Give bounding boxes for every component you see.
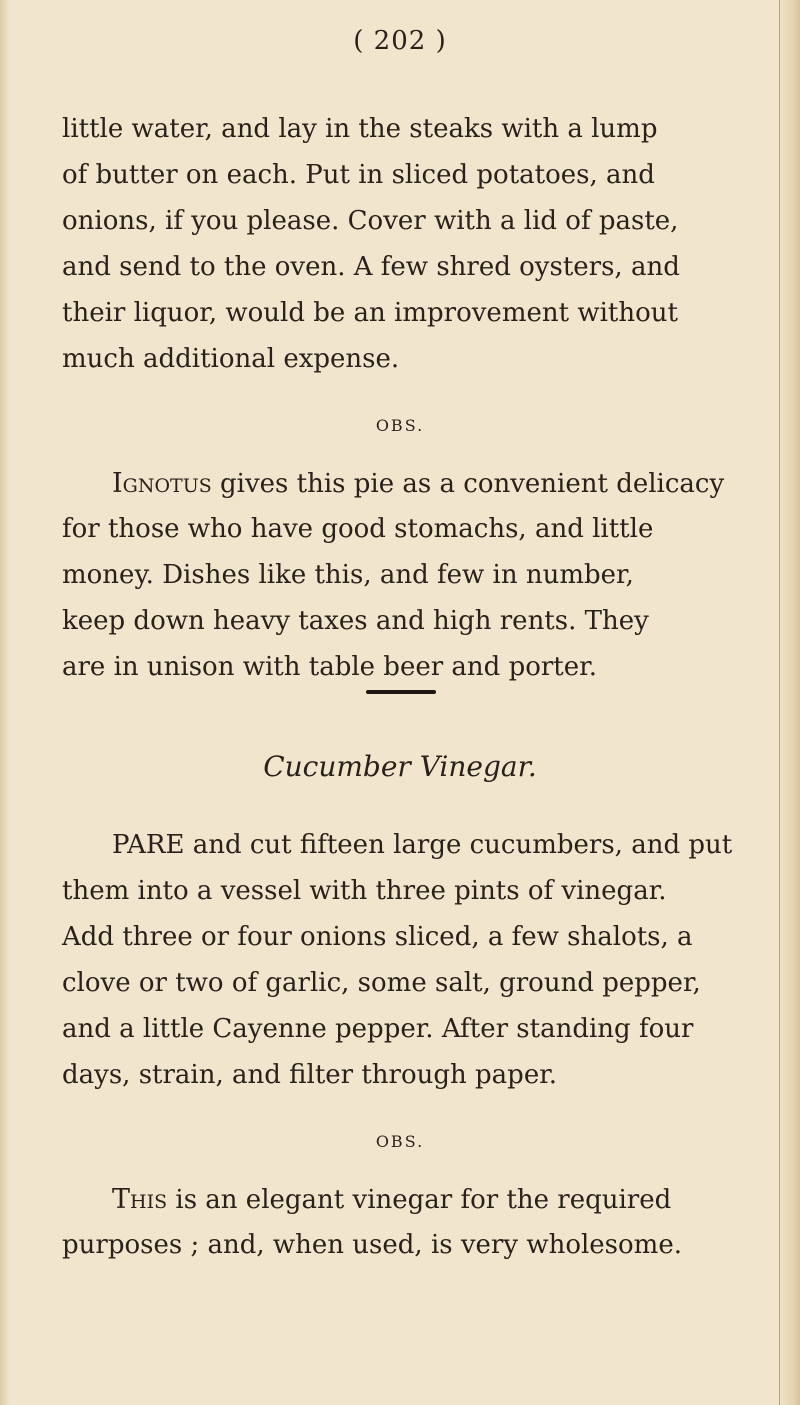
text-line: and send to the oven. A few shred oysters, and — [62, 252, 680, 282]
line-rest: is an elegant vinegar for the required — [167, 1185, 672, 1215]
text-line: much additional expense. — [62, 344, 400, 374]
text-line — [112, 470, 800, 497]
text-line: onions, if you please. Cover with a lid of paste, — [62, 206, 679, 236]
obs-label: OBS. — [375, 416, 425, 435]
lead-word: Ignotus — [112, 468, 212, 499]
line-rest: gives this pie as a convenient delicacy — [211, 469, 725, 499]
text-line: keep down heavy taxes and high rents. They — [62, 606, 649, 636]
text-line: for those who have good stomachs, and little — [62, 514, 654, 544]
text-line: are in unison with table beer and porter. — [62, 652, 597, 682]
text-line: days, strain, and filter through paper. — [62, 1060, 558, 1090]
text-line: Add three or four onions sliced, a few shalots, a — [62, 922, 693, 952]
lead-word: This — [112, 1184, 168, 1215]
text-line: them into a vessel with three pints of vinegar. — [62, 876, 667, 906]
obs-label: OBS. — [375, 1132, 425, 1151]
section-divider — [366, 690, 436, 694]
text-line: and a little Cayenne pepper. After standing four — [62, 1014, 694, 1044]
text-line: money. Dishes like this, and few in number, — [62, 560, 634, 590]
page-gutter-shadow — [0, 0, 10, 1405]
recipe-title: Cucumber Vinegar. — [263, 750, 537, 783]
page-number: ( 202 ) — [353, 26, 447, 56]
text-line: of butter on each. Put in sliced potatoes, and — [62, 160, 655, 190]
text-line: clove or two of garlic, some salt, ground pepper, — [62, 968, 701, 998]
text-line: little water, and lay in the steaks with a lump — [62, 114, 658, 144]
text-line: their liquor, would be an improvement without — [62, 298, 678, 328]
text-line: purposes ; and, when used, is very wholesome. — [62, 1230, 682, 1260]
text-line: PARE and cut fifteen large cucumbers, and put — [112, 830, 733, 860]
text-line — [112, 1186, 800, 1213]
